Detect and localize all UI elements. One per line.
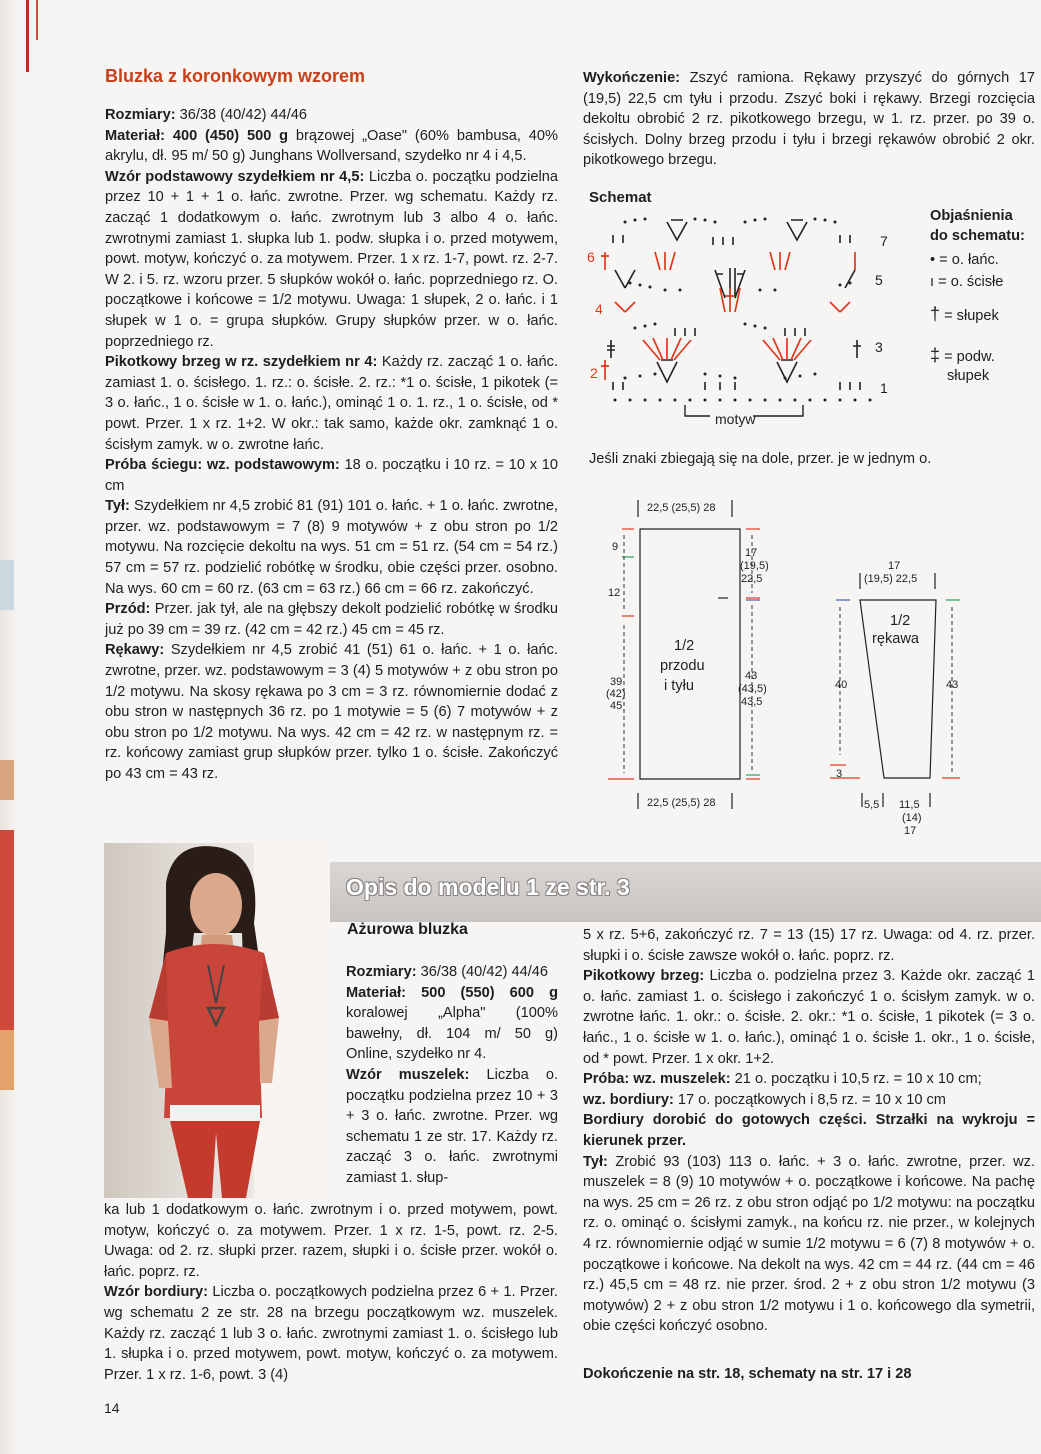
dim-label: 17 — [745, 547, 758, 559]
piece-label: 1/2 — [890, 613, 911, 629]
dim-label: 22,5 (25,5) 28 — [647, 797, 716, 809]
paragraph-text: Liczba o. początku podzielna przez 10 + 3 + 3 o. łańc. zwrotne. Przer. wg schematu 1 ze str. 17. Każdy rz. zacząć 3 o. łańc. zwrotnymi zamiast 1. słup- — [346, 1066, 558, 1186]
paragraph-text: 18 o. początku i 10 rz. = 10 x 10 cm — [105, 457, 558, 494]
paragraph-text: Liczba o. podzielna przez 3. Każde okr. zacząć 1 o. łańc. zamiast 1. o. ścisłego i zakończyć 1 o. ścisłym zamyk. w o. zwrotne łańc. 1. okr.: o. ścisłe. 2. okr.: *1 o. ścisłe, 1 pikotek (= 3 o. łańc., 1 o. ścisłe w 1. o. łańc.), ominąć 1 o. ścisłe 1. okr., 1 o. ścisłe, od * powt. Przer. 1 x okr. 1+2. — [583, 968, 1035, 1067]
legend-item — [930, 250, 999, 270]
paragraph — [346, 1065, 558, 1189]
paragraph — [346, 962, 558, 983]
dim-label: 22,5 (25,5) 28 — [647, 502, 716, 514]
row-number: 5 — [875, 272, 883, 288]
paragraph-heading: Rozmiary: — [105, 107, 176, 123]
paragraph-heading: Pikotkowy brzeg w rz. szydełkiem nr 4: — [105, 354, 378, 371]
paragraph-text: Każdy rz. zacząć 1 o. łańc. zamiast 1. o. ścisłego. 1. rz.: o. ścisłe. 2. rz.: *1 o. ścisłe, 1 pikotek (= 3 o. łańc., 1 o. ścisłe w 1. o. łańc.), ominąć 1 o. 1. rz., 1 o. ścisłe, od * powt. Przer. 1 x rz. 1+2. W okr.: tak samo, każde okr. zamknąć 1 o. ścisłym zamyk. w o. zwrotne łańc. — [105, 354, 558, 453]
edge-tab — [0, 760, 14, 800]
paragraph-heading: wz. bordiury: — [583, 1091, 674, 1108]
chart-note: Jeśli znaki zbiegają się na dole, przer. je w jednym o. — [589, 451, 932, 467]
paragraph-text: Przer. jak tył, ale na głębszy dekolt podzielić robótkę w środku już po 39 cm = 39 rz. (42 cm = 42 rz.) 45 cm = 45 rz. — [105, 601, 558, 638]
dim-label: (43,5) — [738, 683, 767, 695]
edge-tab — [0, 1030, 14, 1090]
paragraph-text: brązowej „Oase" (60% bambusa, 40% akrylu, dł. 95 m/ 50 g) Junghans Wollversand, szydełko nr 4 i 4,5. — [105, 127, 558, 165]
dim-label: 17 — [904, 825, 917, 837]
paragraph — [583, 1152, 1035, 1337]
paragraph-text: Szydełkiem nr 4,5 zrobić 41 (51) 61 o. łańc. + 1 o. łańc. zwrotne, przer. wz. podstawowym = 3 (4) 5 motywów + z obu stron po 1/2 motywu. Na skosy rękawa po 3 cm = 3 rz. równomiernie dodać z obu stron w następnych 36 rz. po 1 motywie = 5 (6) 7 motywów + z obu stron po 1/2 motywu. Na wys. 42 cm = 42 rz. w następnym rz. = rz. końcowy zamiast grup słupków przer. tylko 1 o. ścisłe. Zakończyć po 43 cm = 43 rz. — [105, 642, 558, 782]
legend-item — [930, 304, 999, 326]
paragraph — [105, 352, 558, 455]
paragraph-text: 21 o. początku i 10,5 rz. = 10 x 10 cm; — [730, 1071, 982, 1088]
dim-label: 22,5 — [741, 573, 763, 585]
paragraph-text: 36/38 (40/42) 44/46 — [416, 964, 549, 980]
paragraph — [105, 599, 558, 640]
finishing-text — [583, 68, 1035, 171]
paragraph-text: Szydełkiem nr 4,5 zrobić 81 (91) 101 o. łańc. + 1 o. łańc. zwrotne, przer. wz. podstawowym = 7 (8) 9 motywów + z obu stron po 1/2 motywu. Na rozcięcie dekoltu na wys. 51 cm = 51 rz. (54 cm = 54 rz.) 57 cm = 57 rz. podzielić robótkę w środku, obie części przer. osobno. Na wys. 60 cm = 60 rz. (63 cm = 63 rz.) 66 cm = 66 rz. zakończyć. — [105, 498, 558, 597]
paragraph — [105, 126, 558, 167]
page-edge — [0, 0, 18, 1454]
dim-label: 3 — [836, 768, 843, 780]
dim-label: 43 — [745, 670, 758, 682]
motyw-label: motyw — [715, 411, 756, 427]
edge-stripe — [26, 0, 29, 72]
paragraph-heading: Przód: — [105, 601, 151, 618]
legend-item — [930, 272, 1003, 292]
schemat-title: Schemat — [589, 189, 652, 206]
single-crochet-marks — [613, 235, 860, 390]
paragraph-text: Zszyć ramiona. Rękawy przyszyć do górnych 17 (19,5) 22,5 cm tyłu i przodu. Zszyć boki i rękawy. Brzegi rozcięcia dekoltu obrobić 2 rz. pikotkowego brzegu, w 1. rz. przer. po 39 o. ścisłych. Dolny brzeg przodu i tyłu i brzegi rękawów obrobić 2 okr. pikotkowego brzegu. — [583, 70, 1035, 169]
page-number: 14 — [104, 1400, 120, 1416]
paragraph-heading: Pikotkowy brzeg: — [583, 968, 705, 985]
model-text-right — [583, 925, 1035, 1337]
model-illustration — [104, 843, 329, 1198]
piece-label: przodu — [660, 658, 705, 674]
single-crochet-symbol-icon: ı — [930, 274, 935, 290]
paragraph-text: 36/38 (40/42) 44/46 — [175, 107, 308, 123]
dc-marks-black — [607, 220, 861, 382]
paragraph-text: 5 x rz. 5+6, zakończyć rz. 7 = 13 (15) 17 rz. Uwaga: od 4. rz. przer. słupki i o. ścisłe zawsze wokół o. łańc. poprz. rz. — [583, 927, 1035, 964]
dim-label: (19,5) — [740, 560, 769, 572]
row-number: 4 — [595, 301, 603, 317]
paragraph — [346, 983, 558, 1065]
legend-label: = słupek — [944, 308, 999, 324]
dim-label: 9 — [612, 541, 619, 553]
legend-label: = o. łańc. — [939, 252, 999, 268]
paragraph — [105, 167, 558, 352]
row-number: 7 — [880, 233, 888, 249]
piece-label: i tyłu — [664, 678, 695, 694]
paragraph — [105, 640, 558, 784]
paragraph — [105, 496, 558, 599]
paragraph — [583, 68, 1035, 171]
edge-stripe-2 — [36, 0, 38, 40]
treble-crochet-symbol-icon: ‡ — [930, 345, 941, 365]
dim-label: 40 — [835, 679, 848, 691]
piece-label: rękawa — [872, 631, 920, 647]
paragraph-heading: Wzór bordiury: — [104, 1284, 209, 1301]
paragraph-heading: Materiał: 500 (550) 600 g — [346, 984, 558, 1001]
paragraph — [105, 455, 558, 496]
edge-tab — [0, 830, 14, 1030]
dim-label: 43,5 — [741, 696, 763, 708]
edge-tab — [0, 560, 14, 610]
continuation-note: Dokończenie na str. 18, schematy na str. 17 i 28 — [583, 1366, 912, 1382]
dim-label: 39 — [610, 676, 623, 688]
paragraph — [105, 105, 558, 126]
double-crochet-symbol-icon: † — [930, 304, 941, 324]
chain-symbol-icon: • — [930, 252, 936, 268]
paragraph-heading: Bordiury dorobić do gotowych części. Strzałki na wykroju = kierunek przer. — [583, 1112, 1035, 1149]
legend-item — [930, 345, 995, 367]
piece-label: 1/2 — [674, 638, 695, 654]
legend-title: do schematu: — [930, 228, 1025, 244]
section-title: Opis do modelu 1 ze str. 3 — [346, 874, 630, 900]
model-subtitle: Ażurowa bluzka — [347, 921, 468, 938]
paragraph — [104, 1200, 558, 1282]
paragraph-heading: Materiał: 400 (450) 500 g — [105, 127, 289, 144]
paragraph-heading: Wykończenie: — [583, 70, 681, 86]
paragraph-heading: Tył: — [583, 1153, 608, 1170]
legend-label: = o. ścisłe — [938, 274, 1004, 290]
paragraph — [583, 1069, 1035, 1090]
dim-label: 11,5 — [899, 799, 920, 811]
paragraph-heading: Wzór muszelek: — [346, 1066, 470, 1083]
dc-marks-red — [601, 252, 855, 380]
paragraph-heading: Tył: — [105, 498, 130, 515]
legend-title: Objaśnienia — [930, 208, 1013, 224]
legend-label: = podw. — [944, 349, 995, 365]
pattern-schematic — [600, 495, 980, 845]
paragraph-text: 17 o. początkowych i 8,5 rz. = 10 x 10 cm — [673, 1091, 946, 1108]
paragraph — [583, 1090, 1035, 1111]
row-numbers — [587, 233, 888, 396]
paragraph-text: Zrobić 93 (103) 113 o. łańc. + 3 o. łańc. zwrotne, przer. wz. muszelek = 8 (9) 10 motywów + o. początkowe i końcowe. Na pachę na wys. 25 cm = 26 rz. z obu stron odjąć po 1/2 motywu: na początku rz. o. ominąć o. ścisłymi zamyk., na końcu rz. nie przer., w kolejnych 4 rz. równomiernie odjąć w sumie 1/2 motywu = 6 (7) 8 motywów + o. początkowe i końcowe. Na dekolt na wys. 42 cm = 44 rz. (44 cm = 46 rz.) 45,5 cm = 48 rz. nie przer. środ. 2 + z obu stron 1/2 motywu (3 motywów) 2 + z obu stron 1/2 motywu i 1 o. końcowego dla symetrii, obie części kończyć osobno. — [583, 1153, 1035, 1335]
dim-label: (14) — [902, 812, 922, 824]
paragraph-heading: Próba ściegu: wz. podstawowym: — [105, 457, 340, 474]
crochet-chart — [585, 210, 905, 435]
model-photo — [104, 843, 329, 1198]
model-text-continued — [104, 1200, 558, 1385]
section-banner — [330, 862, 1041, 922]
foundation-chain — [614, 399, 872, 402]
instructions-column — [105, 105, 558, 785]
dim-label: (42) — [606, 688, 626, 700]
row-number: 6 — [587, 249, 595, 265]
legend-item-cont: słupek — [947, 368, 990, 384]
dim-label: 17 — [888, 560, 901, 572]
paragraph-heading: Rękawy: — [105, 642, 165, 659]
paragraph — [104, 1282, 558, 1385]
paragraph — [583, 1110, 1035, 1151]
paragraph-heading: Próba: wz. muszelek: — [583, 1071, 731, 1088]
paragraph-text: Liczba o. początkowych podzielna przez 6 + 1. Przer. wg schematu 2 ze str. 28 na brzegu początkowym wz. muszelek. Każdy rz. zacząć 1 lub 3 o. łańc. zwrotnymi zamiast 1. o. ścisłego lub 1. słupka i o. przed motywem, powt. motyw, kończyć o. za motywem. Przer. 1 x rz. 1-6, powt. 3 (4) — [104, 1284, 558, 1383]
dim-label: (19,5) 22,5 — [864, 573, 918, 585]
paragraph-text: ka lub 1 dodatkowym o. łańc. zwrotnym i o. przed motywem, powt. motyw, kończyć o. za motywem. Przer. 1 x rz. 1-5, powt. rz. 2-5. Uwaga: od 2. rz. słupki przer. razem, słupki i o. ścisłe przer. wokół o. łańc. poprz. rz. — [104, 1202, 558, 1280]
paragraph-heading: Rozmiary: — [346, 964, 417, 980]
dim-label: 43 — [946, 679, 959, 691]
row-number: 3 — [875, 339, 883, 355]
paragraph-text: Liczba o. początku podzielna przez 10 + 1 + 1 o. łańc. zwrotne. Przer. wg schematu. Każdy rz. zacząć 1 dodatkowym o. łańc. zwrotnym lub 3 albo 4 o. łańc. zwrotnymi zamiast 1. słupka lub 1. podw. słupka i o. przed motywem, powt. motyw, kończyć o. za motywem. Przer. 1 x rz. 1-7, powt. rz. 2-7. W 2. i 5. rz. wzoru przer. 5 słupków wokół o. łańc. poprzedniego rz. O. początkowe i końcowe = 1/2 motywu. Uwaga: 1 słupek, 2 o. łańc. i 1 słupek w 1 o. = grupa słupków. Grupy słupków przer. w o. łańc. poprzedniego rz. — [105, 168, 559, 350]
paragraph-text: koralowej „Alpha" (100% bawełny, dł. 104 m/ 50 g) Online, szydełko nr 4. — [346, 1005, 558, 1063]
paragraph-heading: Wzór podstawowy szydełkiem nr 4,5: — [105, 168, 365, 185]
dim-label: 5,5 — [864, 799, 880, 811]
model-intro-text — [346, 962, 558, 1189]
dim-label: 45 — [610, 700, 623, 712]
paragraph — [583, 925, 1035, 966]
article-title: Bluzka z koronkowym wzorem — [105, 66, 366, 86]
paragraph — [583, 966, 1035, 1069]
row-number: 2 — [590, 365, 598, 381]
row-number: 1 — [880, 380, 888, 396]
dim-label: 12 — [608, 587, 621, 599]
